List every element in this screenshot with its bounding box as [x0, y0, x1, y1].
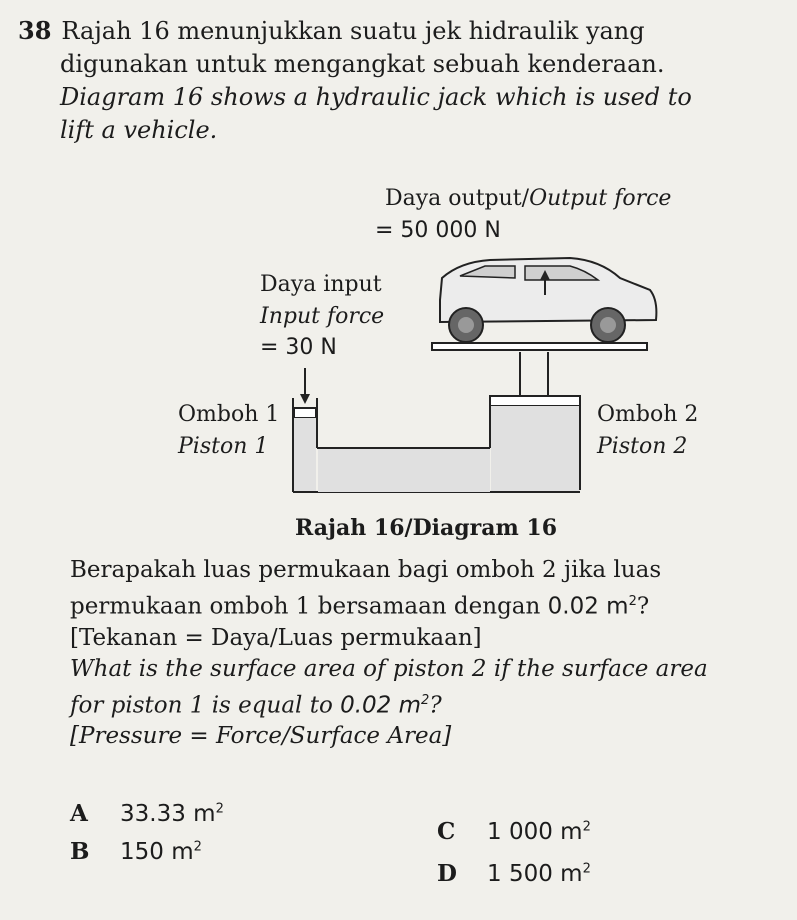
piston2-label: Omboh 2: [597, 402, 699, 427]
input-force-label: Daya input: [260, 272, 382, 297]
question-number: 38: [18, 16, 52, 45]
stem-english-line2: lift a vehicle.: [60, 116, 218, 144]
piston-2: [490, 396, 580, 406]
option-a[interactable]: A 33.33 $m^2$: [70, 800, 224, 827]
question-text: [70, 555, 785, 752]
car-illustration: [440, 258, 656, 342]
question-english-line2: for piston 1 is equal to 0.02 $m^2$?: [70, 692, 442, 719]
piston1-label-en: Piston 1: [178, 434, 269, 459]
stem-malay-line1: 38 Rajah 16 menunjukkan suatu jek hidraulik yang: [18, 16, 645, 45]
question-malay-formula: [Tekanan = Daya/Luas permukaan]: [70, 624, 482, 651]
output-force-value: = 50 000 N: [375, 218, 501, 243]
diagram-caption: Rajah 16/Diagram 16: [295, 515, 558, 541]
stem-malay-line2: digunakan untuk mengangkat sebuah kenderaan.: [60, 50, 665, 78]
hydraulic-jack-diagram: [160, 180, 760, 550]
output-force-label: Daya output/Output force: [385, 186, 672, 211]
option-b[interactable]: B 150 $m^2$: [70, 838, 202, 865]
stem-english-line1: Diagram 16 shows a hydraulic jack which is used to: [60, 83, 692, 111]
question-english-formula: [Pressure = Force/Surface Area]: [70, 723, 452, 750]
question-english-line1: What is the surface area of piston 2 if the surface area: [70, 655, 708, 682]
option-c[interactable]: C 1 000 $m^2$: [437, 818, 591, 845]
question-stem: [18, 14, 788, 147]
piston-1: [294, 408, 316, 418]
option-d[interactable]: D 1 500 $m^2$: [437, 860, 591, 887]
question-malay-line2: permukaan omboh 1 bersamaan dengan 0.02 $m^2$?: [70, 593, 650, 620]
piston2-label-en: Piston 2: [597, 434, 688, 459]
input-force-label-en: Input force: [260, 304, 385, 329]
piston1-label: Omboh 1: [178, 402, 280, 427]
input-force-value: = 30 N: [260, 335, 337, 360]
question-malay-line1: Berapakah luas permukaan bagi omboh 2 jika luas: [70, 557, 662, 583]
